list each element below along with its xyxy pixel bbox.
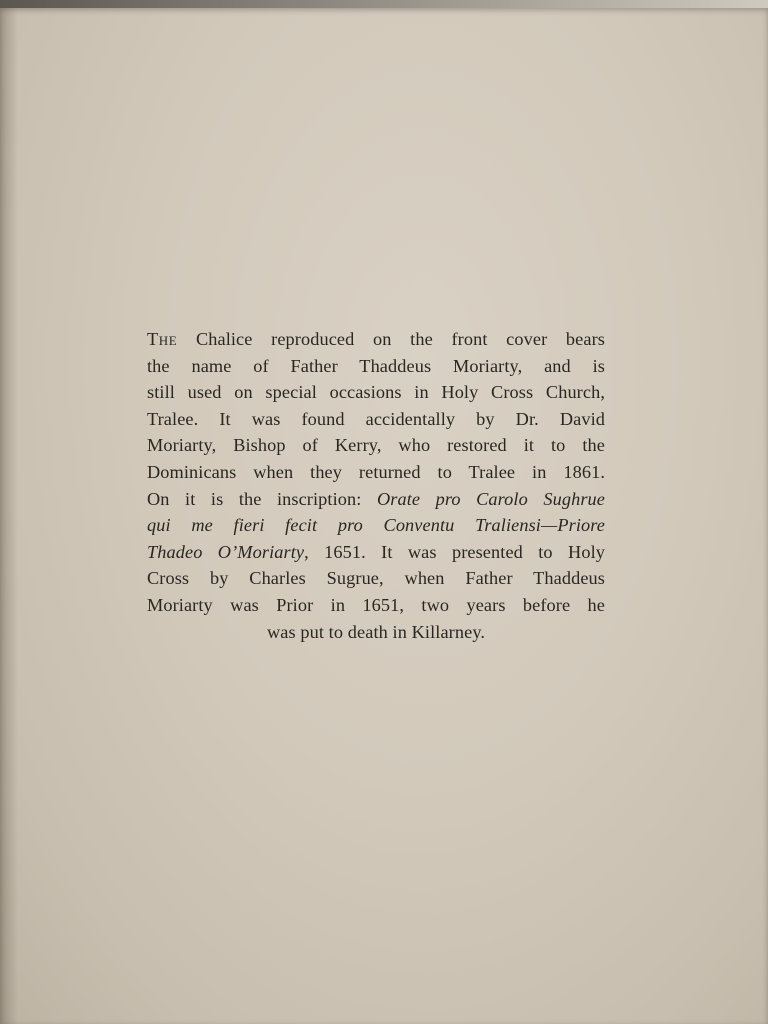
- inscription-text: Orate pro Carolo Sughrue: [376, 488, 605, 509]
- inscription-text: qui me fieri fecit pro Conventu Traliensi—Priore: [147, 515, 605, 536]
- page-gutter-shadow: [0, 8, 18, 1024]
- text-line-7: On it is the inscription: Orate pro Carolo Sughrue: [147, 488, 605, 509]
- text-line-12: was put to death in Killarney.: [266, 621, 486, 642]
- text-line-6: Dominicans when they returned to Tralee in 1861.: [147, 461, 605, 482]
- text-line-11: Moriarty was Prior in 1651, two years before he: [147, 594, 605, 615]
- text-line-2: the name of Father Thaddeus Moriarty, and is: [147, 355, 605, 376]
- inscription-text: Thadeo O’Moriarty: [147, 541, 305, 562]
- text-line-8: [147, 512, 605, 539]
- text-line-10: Cross by Charles Sugrue, when Father Thaddeus: [147, 568, 605, 589]
- text-line-5: Moriarty, Bishop of Kerry, who restored it to the: [147, 435, 605, 456]
- book-page: [0, 8, 768, 1024]
- text-line-9: Thadeo O’Moriarty, 1651. It was presented to Holy: [147, 541, 605, 562]
- text-line-3: still used on special occasions in Holy Cross Church,: [147, 382, 605, 403]
- text-line-4: Tralee. It was found accidentally by Dr. David: [147, 408, 605, 429]
- text-line-1: The Chalice reproduced on the front cover bears: [147, 329, 605, 349]
- small-caps-lead: The: [147, 329, 178, 349]
- chalice-paragraph: [147, 326, 605, 645]
